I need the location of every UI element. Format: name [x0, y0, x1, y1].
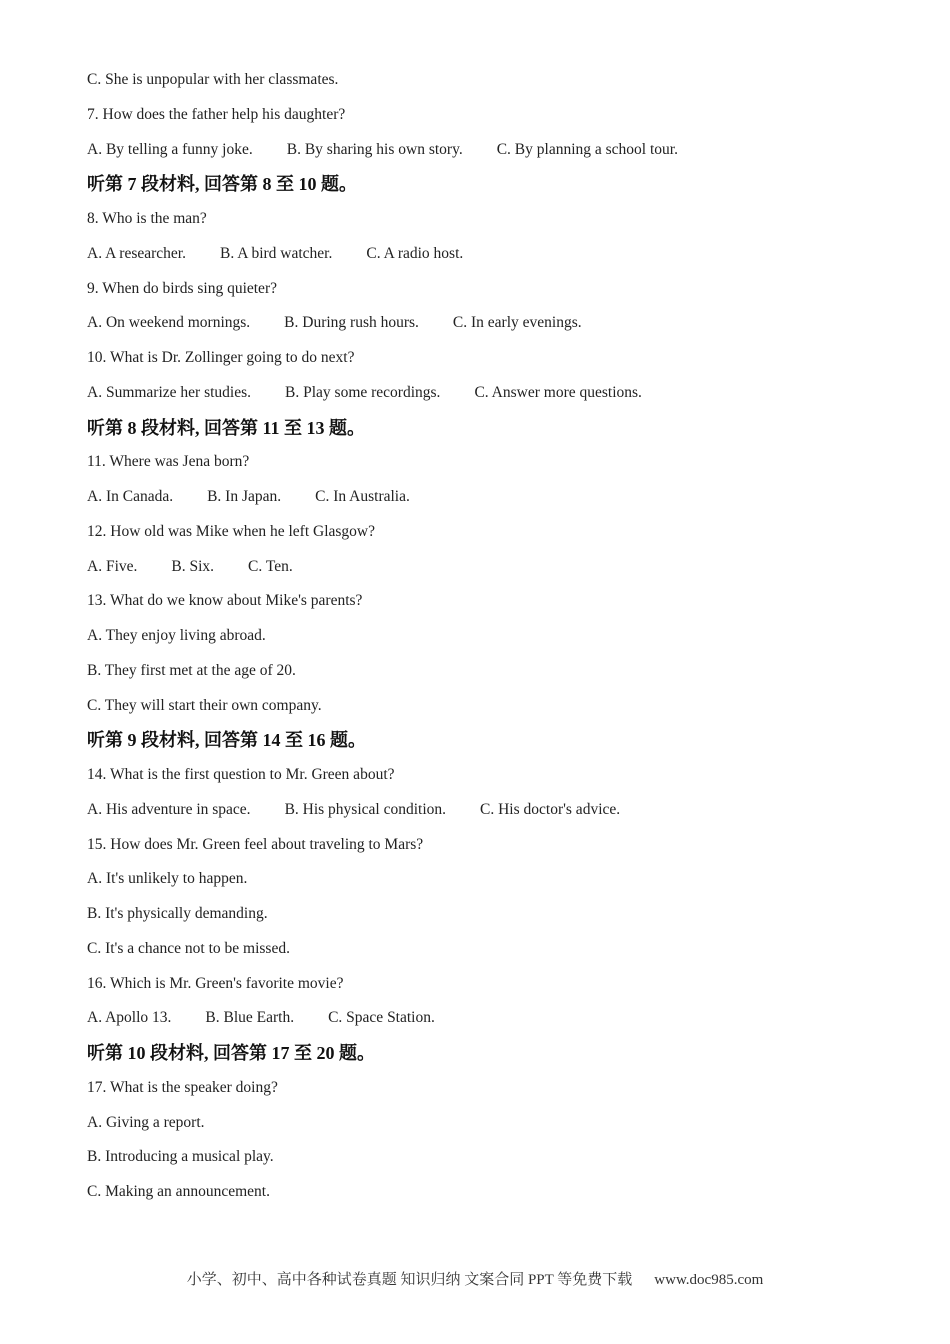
question-line: 12. How old was Mike when he left Glasgow? — [87, 522, 375, 540]
answer-option: B. His physical condition. — [284, 800, 447, 818]
question-line: 17. What is the speaker doing? — [87, 1078, 278, 1096]
question-line: 16. Which is Mr. Green's favorite movie? — [87, 974, 344, 992]
question-line: 15. How does Mr. Green feel about traveling to Mars? — [87, 835, 424, 853]
footer-site-link[interactable]: www.doc985.com — [654, 1272, 764, 1288]
question-line: 7. How does the father help his daughter? — [87, 105, 346, 123]
question-line: A. Giving a report. — [87, 1113, 205, 1131]
section-heading: 听第 8 段材料, 回答第 11 至 13 题。 — [87, 417, 366, 438]
answer-option: C. Answer more questions. — [474, 383, 642, 401]
question-line: B. They first met at the age of 20. — [87, 661, 296, 679]
answer-option: B. A bird watcher. — [220, 244, 333, 262]
answer-option: B. Blue Earth. — [205, 1009, 295, 1027]
question-line: 8. Who is the man? — [87, 210, 207, 227]
page-footer — [0, 1268, 950, 1289]
question-line: B. Introducing a musical play. — [87, 1148, 274, 1166]
answer-option: C. Space Station. — [328, 1009, 435, 1027]
answer-option: B. In Japan. — [207, 488, 282, 505]
answer-option: C. In early evenings. — [452, 314, 582, 332]
answer-option: A. On weekend mornings. — [87, 314, 251, 332]
footer-text: 小学、初中、高中各种试卷真题 知识归纳 文案合同 PPT 等免费下载 — [186, 1272, 633, 1288]
answer-option: A. Apollo 13. — [87, 1009, 172, 1027]
question-line: 10. What is Dr. Zollinger going to do next? — [87, 349, 355, 366]
answer-option: C. By planning a school tour. — [496, 140, 678, 158]
answer-option: C. A radio host. — [366, 244, 464, 262]
question-line: C. She is unpopular with her classmates. — [87, 71, 339, 88]
answer-option: A. A researcher. — [87, 244, 186, 262]
option-row — [87, 383, 676, 403]
option-row — [87, 487, 444, 507]
answer-option: B. By sharing his own story. — [286, 140, 463, 158]
option-row — [87, 1008, 469, 1028]
question-line: C. They will start their own company. — [87, 696, 322, 714]
answer-option: A. In Canada. — [87, 488, 174, 505]
section-heading: 听第 7 段材料, 回答第 8 至 10 题。 — [87, 174, 357, 195]
option-row — [87, 140, 712, 160]
option-row — [87, 313, 616, 333]
answer-option: C. Ten. — [248, 557, 293, 575]
answer-option: C. In Australia. — [315, 488, 410, 505]
answer-option: A. Summarize her studies. — [87, 383, 252, 401]
answer-option: B. Six. — [171, 557, 215, 575]
answer-option: B. Play some recordings. — [285, 383, 441, 401]
section-heading: 听第 10 段材料, 回答第 17 至 20 题。 — [87, 1043, 375, 1063]
answer-option: C. His doctor's advice. — [480, 800, 621, 818]
answer-option: A. His adventure in space. — [87, 800, 251, 818]
option-row — [87, 244, 497, 264]
question-line: C. It's a chance not to be missed. — [87, 939, 290, 957]
question-line: 13. What do we know about Mike's parents? — [87, 592, 363, 610]
answer-option: A. Five. — [87, 557, 138, 575]
section-heading: 听第 9 段材料, 回答第 14 至 16 题。 — [87, 730, 366, 751]
answer-option: B. During rush hours. — [284, 314, 419, 332]
answer-option: A. By telling a funny joke. — [87, 140, 253, 158]
question-line: A. They enjoy living abroad. — [87, 627, 266, 644]
question-line: 11. Where was Jena born? — [87, 453, 250, 471]
question-line: B. It's physically demanding. — [87, 905, 268, 922]
question-line: 14. What is the first question to Mr. Green about? — [87, 766, 395, 783]
question-line: 9. When do birds sing quieter? — [87, 279, 277, 297]
option-row — [87, 557, 327, 577]
option-row — [87, 800, 654, 820]
question-line: A. It's unlikely to happen. — [87, 870, 248, 888]
question-line: C. Making an announcement. — [87, 1183, 270, 1200]
